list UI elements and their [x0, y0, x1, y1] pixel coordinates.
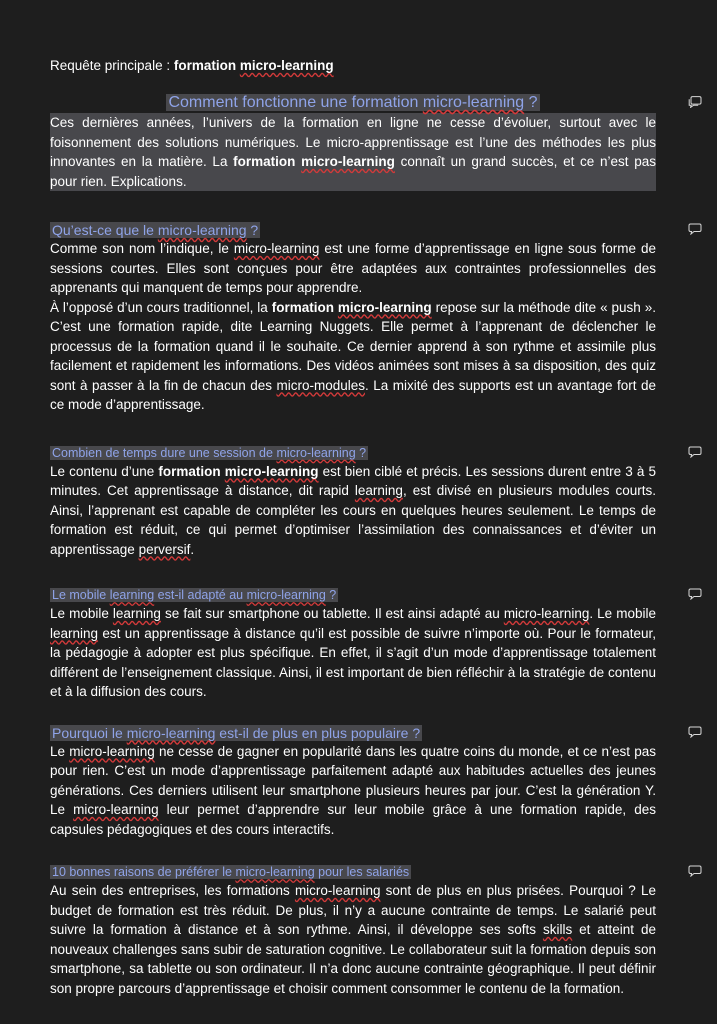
section-paragraph: Le micro-learning ne cesse de gagner en popularité dans les quatre coins du monde, et ce n’est pas pour rien. C’est un mode d’apprentissage parfaitement adapté aux habitudes actuelles des jeunes générations. Ces derniers utilisent leur smartphone plusieurs heures par jour. C’est la génération Y. Le micro-learning leur permet d’apprendre sur leur mobile grâce à une formation rapide, des capsules pédagogiques et des cours interactifs.	[50, 743, 656, 837]
section-title: Combien de temps dure une session de micro-learning ?	[52, 445, 367, 460]
section-paragraph: Ces dernières années, l’univers de la formation en ligne ne cesse d’évoluer, surtout avec le foisonnement des solutions numériques. Le micro-apprentissage est l’une des méthodes les plus innovantes en la matière. La formation micro-learning connaît un grand succès, et ce n’est pas pour rien. Explications.	[50, 113, 656, 191]
main-request-label: Requête principale :	[50, 58, 174, 73]
comment-icon[interactable]	[688, 446, 702, 458]
section-intro	[50, 93, 656, 191]
section-paragraph: Le contenu d’une formation micro-learning est bien ciblé et précis. Les sessions durent entre 3 à 5 minutes. Cet apprentissage à distance, dit rapid learning, est divisé en plusieurs modules courts. Ainsi, l’apprenant est capable de compléter les cours en quelques heures seulement. Le temps de formation est réduit, ce qui permet d’optimiser l’assimilation des connaissances et d’éviter un apprentissage perversif.	[50, 463, 656, 557]
comment-icon[interactable]	[688, 726, 702, 738]
section-session-duration	[50, 444, 656, 560]
section-ten-reasons	[50, 863, 656, 998]
section-paragraph: Comme son nom l’indique, le micro-learning est une forme d’apprentissage en ligne sous forme de sessions courtes. Elles sont conçues pour être adaptées aux contraintes professionnelles des apprenants qui manquent de temps pour apprendre.	[50, 241, 656, 295]
section-popularity	[50, 724, 656, 840]
section-title: Pourquoi le micro-learning est-il de plus en plus populaire ?	[52, 724, 421, 741]
comment-icon[interactable]	[688, 223, 702, 235]
document-page[interactable]	[50, 58, 656, 998]
section-paragraph: Le mobile learning se fait sur smartphone ou tablette. Il est ainsi adapté au micro-learning. Le mobile learning est un apprentissage à distance qu’il est possible de suivre n’importe où. Pour le formateur, la pédagogie à adopter est plus spécifique. En effet, il s’agit d’un mode d’apprentissage totalement différent de l’enseignement classique. Ainsi, il est important de bien réfléchir à la stratégie de contenu et à la diffusion des cours.	[50, 606, 656, 699]
section-title: Qu’est-ce que le micro-learning ?	[52, 222, 259, 238]
section-title: Le mobile learning est-il adapté au micro-learning ?	[52, 588, 337, 602]
main-request-line	[50, 58, 656, 73]
section-paragraph: Au sein des entreprises, les formations micro-learning sont de plus en plus prisées. Pourquoi ? Le budget de formation est très réduit. De plus, il n’y a aucune contrainte de temps. Le salarié peut suivre la formation à distance et à son rythme. Ainsi, il développe ses softs skills et atteint de nouveaux challenges sans subir de saturation cognitive. Le collaborateur suit la formation depuis son smartphone, sa tablette ou son ordinateur. Il n’a donc aucune contrainte géographique. Il peut définir son propre parcours d’apprentissage et choisir comment consommer le contenu de la formation.	[50, 883, 656, 996]
section-paragraph: À l’opposé d’un cours traditionnel, la formation micro-learning repose sur la méthode dite « push ». C’est une formation rapide, dite Learning Nuggets. Elle permet à l’apprenant de déclencher le processus de la formation quand il le souhaite. Ce dernier apprend à son rythme et assimile plus facilement et rapidement les informations. Des vidéos animées sont mises à sa disposition, des quiz sont à passer à la fin de chacun des micro-modules. La mixité des supports est un avantage fort de ce mode d’apprentissage.	[50, 299, 657, 412]
comment-icon[interactable]	[688, 588, 702, 600]
section-title: Comment fonctionne une formation micro-learning ?	[168, 94, 538, 111]
comment-icon[interactable]	[688, 865, 702, 877]
section-what-is-micro-learning	[50, 221, 656, 415]
section-title: 10 bonnes raisons de préférer le micro-learning pour les salariés	[52, 865, 410, 879]
section-mobile-learning	[50, 586, 656, 702]
comment-icon[interactable]	[688, 96, 702, 108]
main-request-keyword: formation micro-learning	[173, 58, 334, 73]
